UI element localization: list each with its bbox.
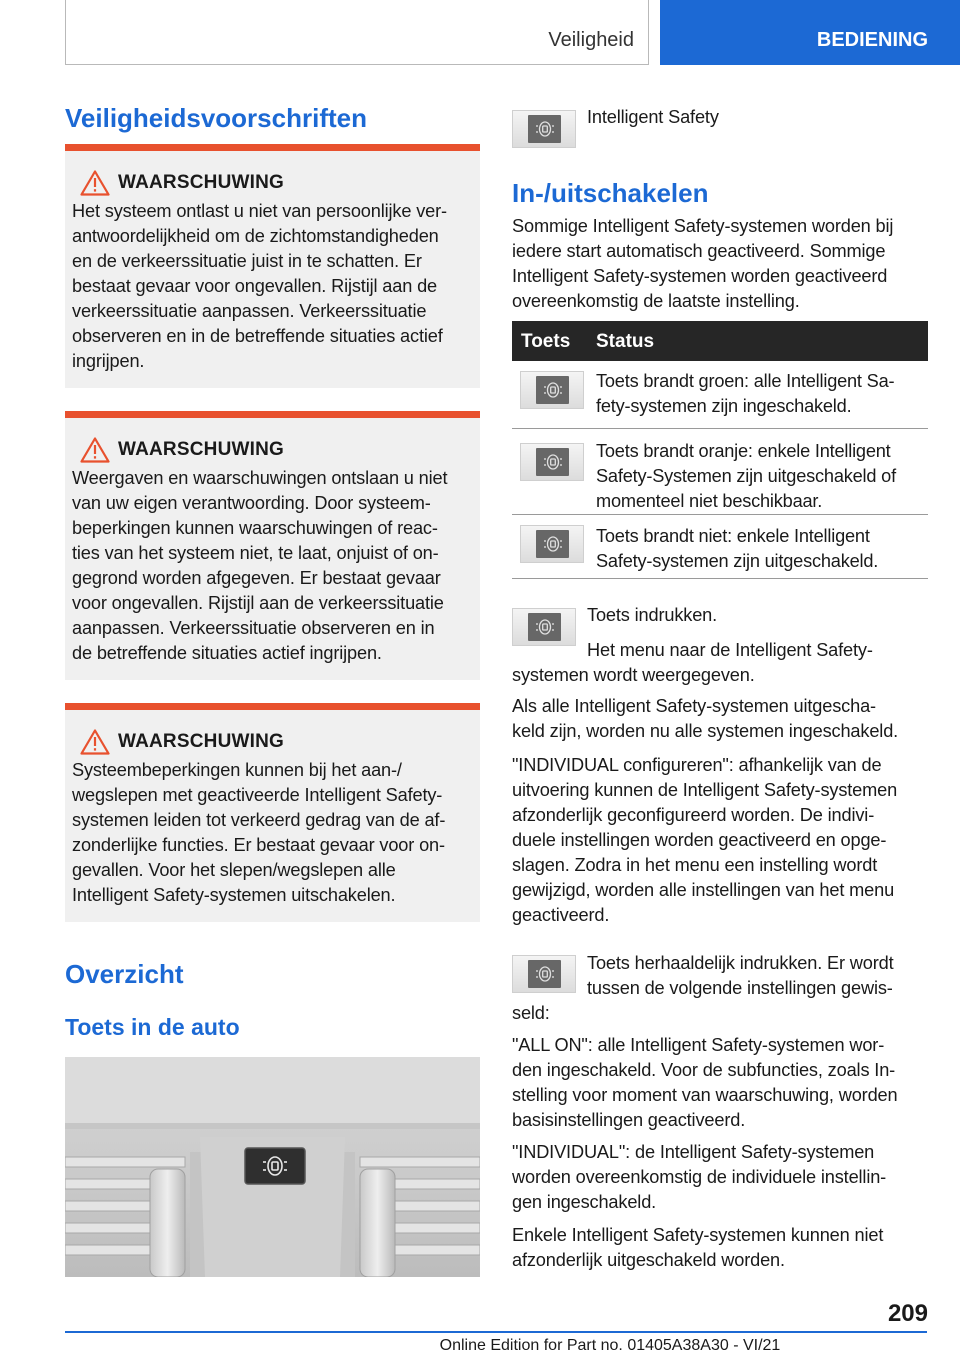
text-line: en de verkeerssituatie juist in te schatten. Er <box>72 251 422 271</box>
warning-box-1 <box>65 144 480 388</box>
paragraph-individual-configure <box>512 753 930 928</box>
text-line: afzonderlijk uitgeschakeld worden. <box>512 1250 785 1270</box>
text-line: Systeembeperkingen kunnen bij het aan-/ <box>72 760 402 780</box>
step-press-repeatedly <box>587 951 932 1001</box>
text-line: geactiveerd. <box>512 905 610 925</box>
header-chapter-title: BEDIENING <box>816 29 928 51</box>
text-line: bestaat gevaar voor ongevallen. Rijstijl aan de <box>72 276 438 296</box>
text-line: gewijzigd, worden alle instellingen van het menu <box>512 880 895 900</box>
text-line: Enkele Intelligent Safety-systemen kunnen niet <box>512 1225 884 1245</box>
intelligent-safety-button-icon <box>512 608 576 646</box>
warning-title-row <box>72 169 472 197</box>
intelligent-safety-button-icon <box>512 110 576 148</box>
step-press-button: Toets indrukken. <box>587 605 718 625</box>
text-line: Toets brandt oranje: enkele Intelligent <box>596 441 891 461</box>
paragraph-individual <box>512 1140 930 1215</box>
text-line: wegslepen met geactiveerde Intelligent Safety- <box>72 785 443 805</box>
column-header-toets: Toets <box>521 331 571 352</box>
text-line: seld: <box>512 1003 550 1023</box>
text-line: ties van het systeem niet, te laat, onjuist of on- <box>72 543 439 563</box>
text-line: gen ingeschakeld. <box>512 1192 657 1212</box>
paragraph-all-on <box>512 1033 930 1133</box>
paragraph-all-off <box>512 694 930 744</box>
text-line: Als alle Intelligent Safety-systemen uitgescha- <box>512 696 876 716</box>
warning-body <box>72 199 472 374</box>
text-line: gevallen. Voor het slepen/wegslepen alle <box>72 860 396 880</box>
text-line: antwoordelijkheid om de zichtomstandigheden <box>72 226 439 246</box>
footer-divider <box>65 1331 927 1333</box>
table-row <box>512 515 928 579</box>
text-line: voor ongevallen. Rijstijl aan de verkeerssituatie <box>72 593 444 613</box>
text-line: worden overeenkomstig de individuele instellin- <box>512 1167 887 1187</box>
intelligent-safety-label: Intelligent Safety <box>587 107 719 127</box>
text-line: iedere start automatisch geactiveerd. Sommige <box>512 241 886 261</box>
table-cell-status <box>596 439 926 514</box>
text-line: aanpassen. Verkeerssituatie observeren en in <box>72 618 435 638</box>
header-section-box <box>65 0 649 65</box>
text-line: Toets brandt groen: alle Intelligent Sa- <box>596 371 895 391</box>
warning-body <box>72 466 472 666</box>
warning-triangle-icon <box>80 729 110 755</box>
warning-title: WAARSCHUWING <box>118 731 284 752</box>
text-line: Het systeem ontlast u niet van persoonlijke ver- <box>72 201 447 221</box>
step-result-line: Het menu naar de Intelligent Safety- <box>587 640 873 660</box>
text-line: zonderlijke functies. Er bestaat gevaar voor on- <box>72 835 445 855</box>
text-line: Safety-Systemen zijn uitgeschakeld of <box>596 466 896 486</box>
intelligent-safety-button-icon <box>520 443 584 481</box>
text-line: overeenkomstig de laatste instelling. <box>512 291 800 311</box>
text-line: gegrond worden afgegeven. Er bestaat gevaar <box>72 568 441 588</box>
step-result-line: systemen wordt weergegeven. <box>512 665 755 685</box>
intelligent-safety-button-icon <box>520 371 584 409</box>
text-line: tussen de volgende instellingen gewis- <box>587 978 893 998</box>
warning-body <box>72 758 472 908</box>
text-line: slagen. Zodra in het menu een instelling wordt <box>512 855 878 875</box>
text-line: van uw eigen verantwoording. Door systeem- <box>72 493 431 513</box>
text-line: basisinstellingen geactiveerd. <box>512 1110 746 1130</box>
overview-heading: Overzicht <box>65 959 184 989</box>
text-line: ingrijpen. <box>72 351 145 371</box>
car-interior-illustration <box>65 1057 480 1277</box>
paragraph-last <box>512 1223 930 1273</box>
warning-title-row <box>72 436 472 464</box>
header-section-title: Veiligheid <box>548 29 634 51</box>
text-line: Toets herhaaldelijk indrukken. Er wordt <box>587 953 894 973</box>
status-table <box>512 321 928 579</box>
table-row <box>512 429 928 515</box>
text-line: "ALL ON": alle Intelligent Safety-systemen wor- <box>512 1035 885 1055</box>
text-line: verkeerssituatie aanpassen. Verkeerssituatie <box>72 301 427 321</box>
text-line: Toets brandt niet: enkele Intelligent <box>596 526 870 546</box>
text-line: beperkingen kunnen waarschuwingen of reac- <box>72 518 438 538</box>
text-line: observeren en in de betreffende situaties actief <box>72 326 443 346</box>
text-line: systemen leiden tot verkeerd gedrag van de af- <box>72 810 446 830</box>
table-row <box>512 361 928 429</box>
text-line: uitvoering kunnen de Intelligent Safety-systemen <box>512 780 898 800</box>
warning-title-row <box>72 728 472 756</box>
text-line: momenteel niet beschikbaar. <box>596 491 823 511</box>
text-line: Intelligent Safety-systemen worden geactiveerd <box>512 266 888 286</box>
warning-box-3 <box>65 703 480 922</box>
warning-box-2 <box>65 411 480 680</box>
header-chapter-tab <box>660 0 960 65</box>
text-line: afzonderlijk geconfigureerd worden. De indivi- <box>512 805 875 825</box>
button-heading: Toets in de auto <box>65 1014 240 1040</box>
text-line: Sommige Intelligent Safety-systemen worden bij <box>512 216 894 236</box>
table-cell-status <box>596 369 926 419</box>
text-line: Safety-systemen zijn uitgeschakeld. <box>596 551 879 571</box>
car-button-photo <box>65 1057 480 1277</box>
page-title: Veiligheidsvoorschriften <box>65 103 367 133</box>
text-line: Intelligent Safety-systemen uitschakelen. <box>72 885 396 905</box>
text-line: stelling voor moment van waarschuwing, worden <box>512 1085 898 1105</box>
intelligent-safety-button-icon <box>512 955 576 993</box>
warning-title: WAARSCHUWING <box>118 172 284 193</box>
table-cell-status <box>596 524 926 574</box>
text-line: de betreffende situaties actief ingrijpen. <box>72 643 382 663</box>
table-header <box>512 321 928 361</box>
column-header-status: Status <box>596 331 655 352</box>
text-line: keld zijn, worden nu alle systemen ingeschakeld. <box>512 721 899 741</box>
warning-triangle-icon <box>80 170 110 196</box>
text-line: fety-systemen zijn ingeschakeld. <box>596 396 852 416</box>
text-line: den ingeschakeld. Voor de subfuncties, zoals In- <box>512 1060 896 1080</box>
footer-edition: Online Edition for Part no. 01405A38A30 - VI/21 <box>439 1337 781 1354</box>
warning-triangle-icon <box>80 437 110 463</box>
text-line: "INDIVIDUAL": de Intelligent Safety-systemen <box>512 1142 875 1162</box>
text-line: duele instellingen worden geactiveerd en opge- <box>512 830 887 850</box>
text-line: Weergaven en waarschuwingen ontslaan u niet <box>72 468 448 488</box>
page-number: 209 <box>887 1300 928 1327</box>
paragraph-intro <box>512 214 930 314</box>
intelligent-safety-button-icon <box>520 525 584 563</box>
warning-title: WAARSCHUWING <box>118 439 284 460</box>
section-heading-toggle: In-/uitschakelen <box>512 178 709 208</box>
text-line: "INDIVIDUAL configureren": afhankelijk van de <box>512 755 882 775</box>
